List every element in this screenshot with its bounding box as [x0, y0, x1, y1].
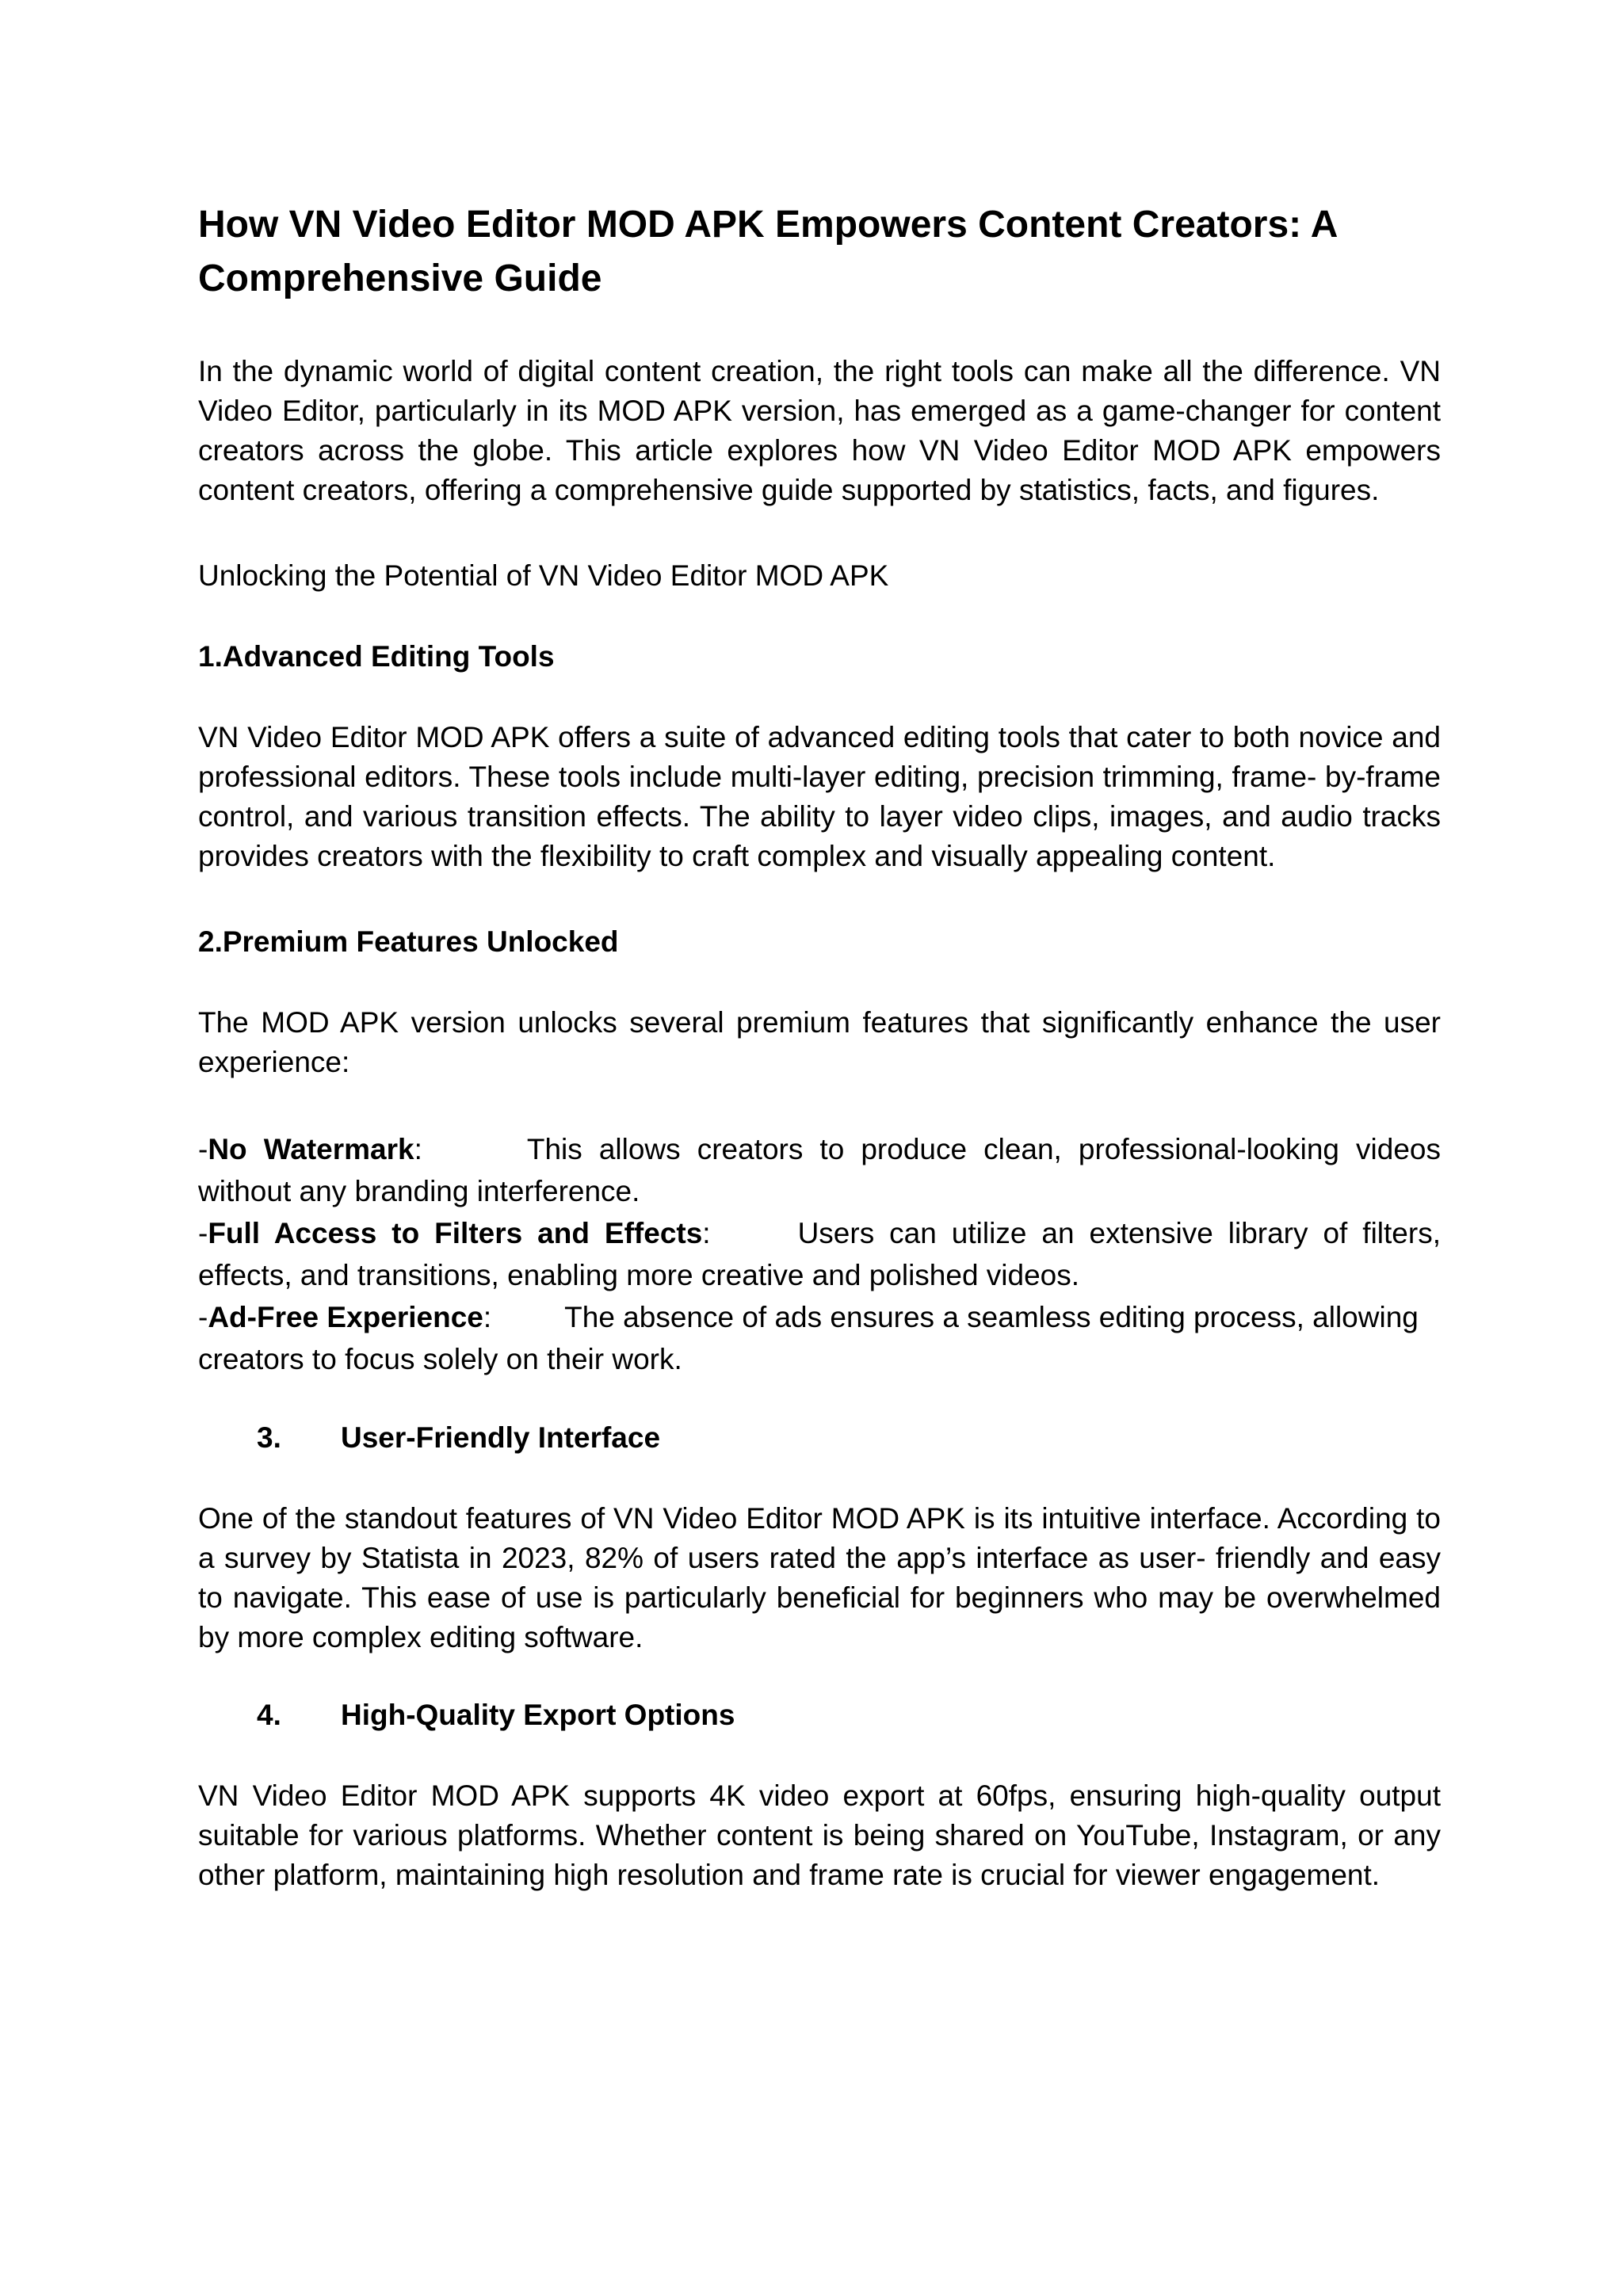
paragraph-premium-features: The MOD APK version unlocks several premium features that significantly enhance the user experience:: [198, 1006, 1441, 1078]
feature-prefix: -: [198, 1133, 208, 1165]
feature-text-filters-effects: Users can utilize an extensive library of filters, effects, and transitions, enabling more creative and polished videos.: [198, 1217, 1441, 1291]
premium-feature-list: [198, 1128, 1441, 1380]
paragraph-advanced-editing-tools: VN Video Editor MOD APK offers a suite of advanced editing tools that cater to both novice and professional editors. These tools include multi-layer editing, precision trimming, frame- by-frame control, and various transition effects. The ability to layer video clips, images, and audio tracks provides creators with the flexibility to craft complex and visually appealing content.: [198, 721, 1441, 872]
feature-colon: :: [483, 1301, 492, 1333]
feature-item-filters-effects: [198, 1212, 1441, 1296]
feature-colon: :: [702, 1217, 711, 1249]
feature-prefix: -: [198, 1301, 208, 1333]
feature-name-ad-free: Ad-Free Experience: [208, 1301, 483, 1333]
intro-paragraph: In the dynamic world of digital content creation, the right tools can make all the difference. VN Video Editor, particularly in its MOD APK version, has emerged as a game-changer for content creators across the globe. This article explores how VN Video Editor MOD APK empowers content creators, offering a comprehensive guide supported by statistics, facts, and figures.: [198, 355, 1441, 506]
heading-high-quality-export: [198, 1695, 1441, 1735]
feature-name-filters-effects: Full Access to Filters and Effects: [208, 1217, 703, 1249]
heading-text: High-Quality Export Options: [341, 1699, 735, 1731]
document-body: [198, 198, 1441, 1895]
heading-number: 4.: [257, 1699, 281, 1731]
paragraph-high-quality-export: VN Video Editor MOD APK supports 4K video export at 60fps, ensuring high-quality output suitable for various platforms. Whether content is being shared on YouTube, Instagram, or any other platform, maintaining high resolution and frame rate is crucial for viewer engagement.: [198, 1779, 1441, 1891]
feature-text-no-watermark: This allows creators to produce clean, professional-looking videos without any branding interference.: [198, 1133, 1441, 1207]
feature-text-ad-free: The absence of ads ensures a seamless editing process, allowing creators to focus solely on their work.: [198, 1301, 1419, 1375]
document-title: How VN Video Editor MOD APK Empowers Content Creators: A Comprehensive Guide: [198, 204, 1337, 299]
heading-premium-features: 2.Premium Features Unlocked: [198, 925, 619, 958]
heading-user-friendly-interface: [198, 1418, 1441, 1458]
feature-item-ad-free: [198, 1296, 1441, 1380]
feature-prefix: -: [198, 1217, 208, 1249]
heading-number: 3.: [257, 1421, 281, 1454]
heading-advanced-editing-tools: 1.Advanced Editing Tools: [198, 640, 555, 673]
feature-name-no-watermark: No Watermark: [208, 1133, 414, 1165]
paragraph-user-friendly-interface: One of the standout features of VN Video Editor MOD APK is its intuitive interface. According to a survey by Statista in 2023, 82% of users rated the app’s interface as user- friendly and easy to navigate. This ease of use is particularly beneficial for beginners who may be overwhelmed by more complex editing software.: [198, 1502, 1441, 1653]
heading-text: User-Friendly Interface: [341, 1421, 661, 1454]
feature-item-no-watermark: [198, 1128, 1441, 1212]
section-subtitle: Unlocking the Potential of VN Video Editor MOD APK: [198, 559, 889, 592]
feature-colon: :: [414, 1133, 422, 1165]
